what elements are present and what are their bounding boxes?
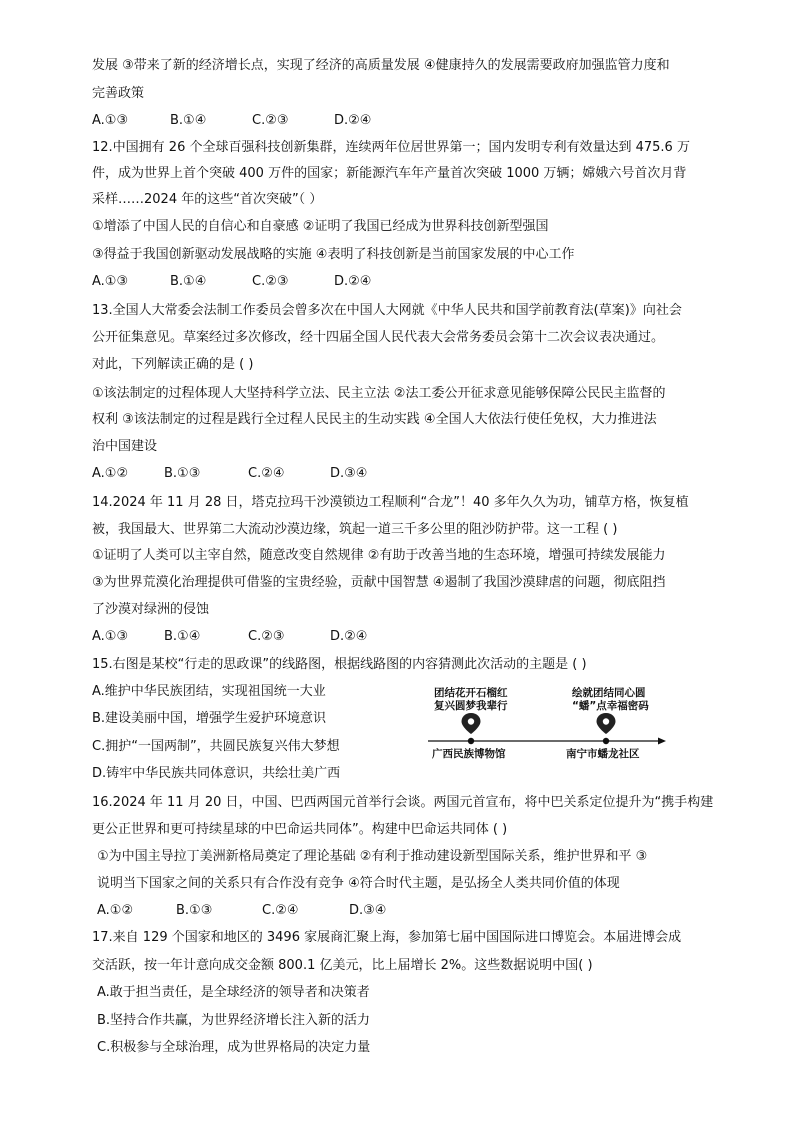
q13-statement-1: ①该法制定的过程体现人大坚持科学立法、民主立法 ②法工委公开征求意见能够保障公民民主监督的 xyxy=(92,386,666,401)
q12-option-d: D.②④ xyxy=(334,274,372,289)
prev-option-d: D.②④ xyxy=(334,113,372,128)
stop2-slogan-1: 绘就团结同心圆 xyxy=(572,687,646,699)
q14-option-b: B.①④ xyxy=(164,629,201,644)
q13-stem-line-3: 对此，下列解读正确的是 ( ) xyxy=(92,357,254,372)
map-pin-icon xyxy=(462,713,481,734)
prev-option-a: A.①③ xyxy=(92,113,129,128)
q13-option-a: A.①② xyxy=(92,466,129,481)
q15-option-b: B.建设美丽中国，增强学生爱护环境意识 xyxy=(92,711,327,726)
q12-statement-1: ①增添了中国人民的自信心和自豪感 ②证明了我国已经成为世界科技创新型强国 xyxy=(92,219,549,234)
q15-option-a: A.维护中华民族团结，实现祖国统一大业 xyxy=(92,684,326,699)
q16-statement-1: ①为中国主导拉丁美洲新格局奠定了理论基础 ②有利于推动建设新型国际关系，维护世界和平 ③ xyxy=(97,849,648,864)
q13-stem-line-2: 公开征集意见。草案经过多次修改，经十四届全国人民代表大会常务委员会第十二次会议表决通过。 xyxy=(92,330,665,345)
q16-statement-2: 说明当下国家之间的关系只有合作没有竞争 ④符合时代主题，是弘扬全人类共同价值的体现 xyxy=(97,876,620,891)
q12-option-a: A.①③ xyxy=(92,274,129,289)
q15-option-c: C.拥护“一国两制”，共圆民族复兴伟大梦想 xyxy=(92,739,340,754)
stop2-name: 南宁市蟠龙社区 xyxy=(566,748,640,760)
q12-stem-line-3: 采样……2024 年的这些“首次突破”（ ） xyxy=(92,192,323,207)
q16-stem-line-2: 更公正世界和更可持续星球的中巴命运共同体”。构建中巴命运共同体 ( ) xyxy=(92,822,508,837)
q13-statement-2: 权利 ③该法制定的过程是践行全过程人民民主的生动实践 ④全国人大依法行使任免权，大力推进法 xyxy=(92,412,657,427)
q16-option-a: A.①② xyxy=(97,903,134,918)
route-arrow-icon xyxy=(658,738,666,745)
q17-option-b: B.坚持合作共赢，为世界经济增长注入新的活力 xyxy=(97,1013,371,1028)
q14-stem-line-1: 14.2024 年 11 月 28 日，塔克拉玛干沙漠锁边工程顺利“合龙”！40 多年久久为功，铺草方格，恢复植 xyxy=(92,495,689,510)
q14-statement-1: ①证明了人类可以主宰自然，随意改变自然规律 ②有助于改善当地的生态环境，增强可持续发展能力 xyxy=(92,548,666,563)
q12-stem-line-1: 12.中国拥有 26 个全球百强科技创新集群，连续两年位居世界第一；国内发明专利有效量达到 475.6 万 xyxy=(92,140,690,155)
q12-option-b: B.①④ xyxy=(170,274,207,289)
route-map-svg xyxy=(420,684,680,764)
q13-stem-line-1: 13.全国人大常委会法制工作委员会曾多次在中国人大网就《中华人民共和国学前教育法(草案)》向社会 xyxy=(92,303,682,318)
q13-statement-3: 治中国建设 xyxy=(92,439,158,454)
q14-option-a: A.①③ xyxy=(92,629,129,644)
q14-option-c: C.②③ xyxy=(248,629,285,644)
prev-option-c: C.②③ xyxy=(252,113,289,128)
q14-stem-line-2: 被，我国最大、世界第二大流动沙漠边缘，筑起一道三千多公里的阻沙防护带。这一工程 ( ) xyxy=(92,522,618,537)
q17-stem-line-1: 17.来自 129 个国家和地区的 3496 家展商汇聚上海，参加第七届中国国际进口博览会。本届进博会成 xyxy=(92,930,682,945)
stop2-slogan-2: “蟠”点幸福密码 xyxy=(572,700,649,712)
prev-question-line-2: 完善政策 xyxy=(92,86,145,101)
q14-statement-3: 了沙漠对绿洲的侵蚀 xyxy=(92,602,210,617)
q13-option-d: D.③④ xyxy=(330,466,368,481)
q17-option-a: A.敢于担当责任，是全球经济的领导者和决策者 xyxy=(97,985,370,1000)
q17-option-c: C.积极参与全球治理，成为世界格局的决定力量 xyxy=(97,1040,371,1055)
q13-option-b: B.①③ xyxy=(164,466,201,481)
q14-statement-2: ③为世界荒漠化治理提供可借鉴的宝贵经验，贡献中国智慧 ④遏制了我国沙漠肆虐的问题，彻底阻挡 xyxy=(92,575,666,590)
prev-question-line-1: 发展 ③带来了新的经济增长点，实现了经济的高质量发展 ④健康持久的发展需要政府加强监管力度和 xyxy=(92,58,670,73)
q16-option-d: D.③④ xyxy=(349,903,387,918)
q13-option-c: C.②④ xyxy=(248,466,285,481)
stop1-slogan-2: 复兴圆梦我辈行 xyxy=(434,700,508,712)
q12-statement-2: ③得益于我国创新驱动发展战略的实施 ④表明了科技创新是当前国家发展的中心工作 xyxy=(92,247,575,262)
q15-stem: 15.右图是某校“行走的思政课”的线路图，根据线路图的内容猜测此次活动的主题是 ( ) xyxy=(92,657,587,672)
q17-stem-line-2: 交活跃，按一年计意向成交金额 800.1 亿美元，比上届增长 2%。这些数据说明中国( ) xyxy=(92,958,593,973)
route-map-figure xyxy=(420,684,680,764)
stop-dot xyxy=(603,738,609,744)
q12-stem-line-2: 件，成为世界上首个突破 400 万件的国家；新能源汽车年产量首次突破 1000 万辆；嫦娥六号首次月背 xyxy=(92,166,687,181)
map-pin-icon xyxy=(597,713,616,734)
stop-dot xyxy=(468,738,474,744)
stop1-slogan-1: 团结花开石榴红 xyxy=(434,687,508,699)
q14-option-d: D.②④ xyxy=(330,629,368,644)
q16-stem-line-1: 16.2024 年 11 月 20 日，中国、巴西两国元首举行会谈。两国元首宣布，将中巴关系定位提升为“携手构建 xyxy=(92,795,714,810)
q15-option-d: D.铸牢中华民族共同体意识，共绘壮美广西 xyxy=(92,766,341,781)
q16-option-b: B.①③ xyxy=(176,903,213,918)
stop1-name: 广西民族博物馆 xyxy=(432,748,506,760)
q12-option-c: C.②③ xyxy=(252,274,289,289)
prev-option-b: B.①④ xyxy=(170,113,207,128)
q16-option-c: C.②④ xyxy=(262,903,299,918)
